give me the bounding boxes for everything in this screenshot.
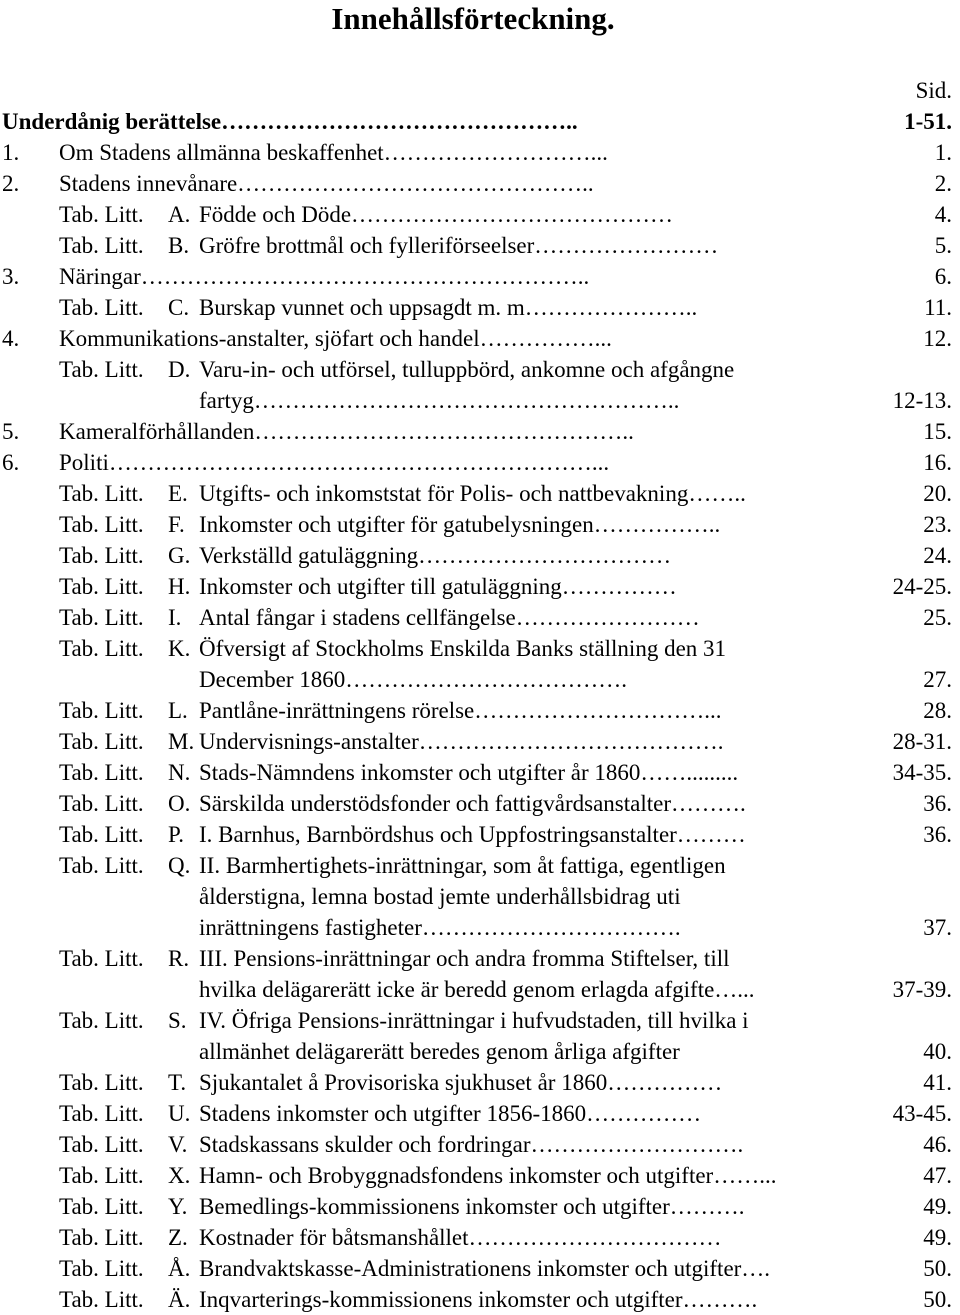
- entry-title: Särskilda understödsfonder och fattigvårdsanstalter……….: [199, 791, 746, 816]
- toc-line: [0, 261, 960, 292]
- table-prefix: Tab. Litt.: [59, 853, 144, 878]
- toc-line: [0, 478, 960, 509]
- entry-title: Stadens inkomster och utgifter 1856-1860……………: [199, 1101, 702, 1126]
- entry-title: Stadens innevånare………………………………………..: [59, 171, 594, 196]
- page-number: 34-35.: [892, 760, 952, 785]
- toc-entry: [0, 602, 960, 633]
- table-prefix: Tab. Litt.: [59, 1101, 144, 1126]
- table-prefix: Tab. Litt.: [59, 698, 144, 723]
- toc-entry: [0, 757, 960, 788]
- toc-line: [0, 850, 960, 881]
- entry-title: Gröfre brottmål och fylleriförseelser……………………: [199, 233, 719, 258]
- table-prefix: Tab. Litt.: [59, 512, 144, 537]
- table-prefix: Tab. Litt.: [59, 1163, 144, 1188]
- page-number: 36.: [923, 822, 952, 847]
- toc-entry: [0, 633, 960, 695]
- section-number: 6.: [2, 450, 20, 475]
- page-number: 49.: [923, 1225, 952, 1250]
- toc-entry: [0, 168, 960, 199]
- table-prefix: Tab. Litt.: [59, 1256, 144, 1281]
- toc-line: [0, 385, 960, 416]
- table-letter: R.: [168, 946, 190, 971]
- entry-title: allmänhet delägarerätt beredes genom årliga afgifter: [199, 1039, 680, 1064]
- page-number: 50.: [923, 1256, 952, 1281]
- entry-title: Varu-in- och utförsel, tulluppbörd, ankomne och afgångne: [199, 357, 735, 382]
- toc-line: [0, 1191, 960, 1222]
- table-letter: S.: [168, 1008, 187, 1033]
- page-number: 27.: [923, 667, 952, 692]
- table-prefix: Tab. Litt.: [59, 1287, 144, 1312]
- page-number: 23.: [923, 512, 952, 537]
- entry-title: Bemedlings-kommissionens inkomster och utgifter……….: [199, 1194, 745, 1219]
- entry-title: Undervisnings-anstalter………………………………….: [199, 729, 724, 754]
- entry-title: fartyg………………………………………………..: [199, 388, 680, 413]
- table-letter: D.: [168, 357, 191, 382]
- table-prefix: Tab. Litt.: [59, 233, 144, 258]
- table-letter: Q.: [168, 853, 191, 878]
- table-letter: H.: [168, 574, 191, 599]
- toc-line: [0, 912, 960, 943]
- table-letter: X.: [168, 1163, 191, 1188]
- section-number: 2.: [2, 171, 20, 196]
- toc-line: [0, 416, 960, 447]
- toc-line: [0, 695, 960, 726]
- table-prefix: Tab. Litt.: [59, 574, 144, 599]
- toc-line: [0, 633, 960, 664]
- entry-title: I. Barnhus, Barnbördshus och Uppfostringsanstalter………: [199, 822, 746, 847]
- toc-line: [0, 106, 960, 137]
- page-number: 24-25.: [892, 574, 952, 599]
- table-letter: Å.: [168, 1256, 191, 1281]
- toc-line: [0, 1160, 960, 1191]
- page-number: 41.: [923, 1070, 952, 1095]
- table-prefix: Tab. Litt.: [59, 295, 144, 320]
- entry-title: IV. Öfriga Pensions-inrättningar i hufvudstaden, till hvilka i: [199, 1008, 749, 1033]
- entry-title: hvilka delägarerätt icke är beredd genom erlagda afgifte…...: [199, 977, 755, 1002]
- toc-line: [0, 137, 960, 168]
- toc-entry: [0, 788, 960, 819]
- section-number: 1.: [2, 140, 20, 165]
- entry-title: ålderstigna, lemna bostad jemte underhållsbidrag uti: [199, 884, 681, 909]
- entry-title: Inkomster och utgifter till gatuläggning……………: [199, 574, 677, 599]
- table-letter: M.: [168, 729, 195, 754]
- toc-entry: [0, 1284, 960, 1315]
- table-prefix: Tab. Litt.: [59, 822, 144, 847]
- table-letter: Z.: [168, 1225, 188, 1250]
- toc-entry: [0, 1005, 960, 1067]
- toc-line: [0, 540, 960, 571]
- toc-entry: [0, 323, 960, 354]
- table-prefix: Tab. Litt.: [59, 946, 144, 971]
- toc-line: [0, 571, 960, 602]
- entry-title: Kostnader för båtsmanshållet……………………………: [199, 1225, 722, 1250]
- page-number: 36.: [923, 791, 952, 816]
- table-letter: V.: [168, 1132, 188, 1157]
- page-number: 37-39.: [892, 977, 952, 1002]
- table-prefix: Tab. Litt.: [59, 729, 144, 754]
- page-number: 12.: [923, 326, 952, 351]
- toc-entry: [0, 1222, 960, 1253]
- toc-entry: [0, 354, 960, 416]
- toc-line: [0, 447, 960, 478]
- toc-entry: [0, 571, 960, 602]
- page-number: 5.: [934, 233, 952, 258]
- page-title: Innehållsförteckning.: [331, 1, 615, 36]
- page-number: 28.: [923, 698, 952, 723]
- entry-title: Öfversigt af Stockholms Enskilda Banks ställning den 31: [199, 636, 727, 661]
- toc-entry: [0, 292, 960, 323]
- toc-entry: [0, 261, 960, 292]
- toc-entry: [0, 199, 960, 230]
- table-prefix: Tab. Litt.: [59, 357, 144, 382]
- toc-line: [0, 1129, 960, 1160]
- table-prefix: Tab. Litt.: [59, 1194, 144, 1219]
- table-prefix: Tab. Litt.: [59, 760, 144, 785]
- table-letter: Ä.: [168, 1287, 191, 1312]
- table-letter: K.: [168, 636, 191, 661]
- toc-line: [0, 323, 960, 354]
- page-number: 15.: [923, 419, 952, 444]
- toc-line: [0, 974, 960, 1005]
- toc-line: [0, 943, 960, 974]
- entry-title: Inkomster och utgifter för gatubelysningen……………..: [199, 512, 721, 537]
- page-column-header: Sid.: [915, 78, 952, 103]
- toc-line: [0, 292, 960, 323]
- page-number: 43-45.: [892, 1101, 952, 1126]
- toc-entry: [0, 509, 960, 540]
- entry-title: Underdånig berättelse………………………………………..: [2, 109, 578, 134]
- page-number: 25.: [923, 605, 952, 630]
- table-letter: I.: [168, 605, 182, 630]
- toc-line: [0, 1036, 960, 1067]
- entry-title: Antal fångar i stadens cellfängelse……………………: [199, 605, 700, 630]
- entry-title: Sjukantalet å Provisoriska sjukhuset år 1860……………: [199, 1070, 723, 1095]
- toc-entry: [0, 1160, 960, 1191]
- table-prefix: Tab. Litt.: [59, 543, 144, 568]
- entry-title: Burskap vunnet och uppsagdt m. m…………………..: [199, 295, 698, 320]
- page-number: 49.: [923, 1194, 952, 1219]
- section-number: 3.: [2, 264, 20, 289]
- table-letter: A.: [168, 202, 191, 227]
- toc-entry: [0, 137, 960, 168]
- page-number: 37.: [923, 915, 952, 940]
- table-letter: L.: [168, 698, 188, 723]
- page-number: 4.: [934, 202, 952, 227]
- toc-entry: [0, 416, 960, 447]
- table-prefix: Tab. Litt.: [59, 791, 144, 816]
- table-prefix: Tab. Litt.: [59, 636, 144, 661]
- toc-entry: [0, 1191, 960, 1222]
- table-letter: N.: [168, 760, 191, 785]
- entry-title: Stadskassans skulder och fordringar……………………….: [199, 1132, 744, 1157]
- entry-title: Brandvaktskasse-Administrationens inkomster och utgifter….: [199, 1256, 771, 1281]
- toc-line: [0, 1098, 960, 1129]
- entry-title: Näringar…………………………………………………..: [59, 264, 590, 289]
- table-prefix: Tab. Litt.: [59, 1070, 144, 1095]
- table-letter: P.: [168, 822, 184, 847]
- entry-title: III. Pensions-inrättningar och andra fromma Stiftelser, till: [199, 946, 730, 971]
- toc-line: [0, 199, 960, 230]
- toc-line: [0, 1253, 960, 1284]
- toc-line: [0, 230, 960, 261]
- page-number: 24.: [923, 543, 952, 568]
- entry-title: Hamn- och Brobyggnadsfondens inkomster och utgifter……...: [199, 1163, 777, 1188]
- toc-line: [0, 1222, 960, 1253]
- toc-line: [0, 168, 960, 199]
- toc-entry: [0, 478, 960, 509]
- table-letter: B.: [168, 233, 190, 258]
- entry-title: Kommunikations-anstalter, sjöfart och handel……………...: [59, 326, 612, 351]
- table-prefix: Tab. Litt.: [59, 481, 144, 506]
- entry-title: Stads-Nämndens inkomster och utgifter år 1860…….........: [199, 760, 739, 785]
- toc-entry: [0, 447, 960, 478]
- page-number: 47.: [923, 1163, 952, 1188]
- toc-line: [0, 1005, 960, 1036]
- page-number: 20.: [923, 481, 952, 506]
- section-number: 4.: [2, 326, 20, 351]
- page-number: 16.: [923, 450, 952, 475]
- table-letter: Y.: [168, 1194, 188, 1219]
- toc-entry: [0, 1129, 960, 1160]
- entry-title: Om Stadens allmänna beskaffenhet………………………...: [59, 140, 608, 165]
- toc-line: [0, 602, 960, 633]
- toc-entry: [0, 540, 960, 571]
- entry-title: Verkställd gatuläggning……………………………: [199, 543, 672, 568]
- toc-entry: [0, 819, 960, 850]
- entry-title: inrättningens fastigheter…………………………….: [199, 915, 681, 940]
- toc-entry: [0, 1067, 960, 1098]
- table-letter: T.: [168, 1070, 187, 1095]
- entry-title: Födde och Döde……………………………………: [199, 202, 674, 227]
- page-number: 6.: [934, 264, 952, 289]
- entry-title: II. Barmhertighets-inrättningar, som åt fattiga, egentligen: [199, 853, 726, 878]
- table-letter: F.: [168, 512, 185, 537]
- toc-entry: [0, 943, 960, 1005]
- table-prefix: Tab. Litt.: [59, 202, 144, 227]
- toc-entry: [0, 106, 960, 137]
- section-number: 5.: [2, 419, 20, 444]
- entry-title: Inqvarterings-kommissionens inkomster och utgifter……….: [199, 1287, 758, 1312]
- toc-line: [0, 1067, 960, 1098]
- page-number: 2.: [934, 171, 952, 196]
- table-prefix: Tab. Litt.: [59, 1008, 144, 1033]
- page-number: 28-31.: [892, 729, 952, 754]
- page-number: 1-51.: [904, 109, 952, 134]
- table-letter: C.: [168, 295, 190, 320]
- table-letter: G.: [168, 543, 191, 568]
- entry-title: Utgifts- och inkomststat för Polis- och nattbevakning……..: [199, 481, 746, 506]
- page-number: 46.: [923, 1132, 952, 1157]
- toc-line: [0, 509, 960, 540]
- page-number: 1.: [934, 140, 952, 165]
- toc-entry: [0, 230, 960, 261]
- table-prefix: Tab. Litt.: [59, 605, 144, 630]
- toc-entry: [0, 850, 960, 943]
- page-number: 50.: [923, 1287, 952, 1312]
- entry-title: December 1860……………………………….: [199, 667, 627, 692]
- table-letter: U.: [168, 1101, 191, 1126]
- table-letter: E.: [168, 481, 188, 506]
- toc-line: [0, 819, 960, 850]
- toc-line: [0, 664, 960, 695]
- toc-line: [0, 354, 960, 385]
- page-number: 11.: [924, 295, 952, 320]
- table-letter: O.: [168, 791, 191, 816]
- page-number: 40.: [923, 1039, 952, 1064]
- page-number: 12-13.: [892, 388, 952, 413]
- entry-title: Pantlåne-inrättningens rörelse…………………………...: [199, 698, 722, 723]
- table-prefix: Tab. Litt.: [59, 1132, 144, 1157]
- toc-line: [0, 757, 960, 788]
- toc-line: [0, 881, 960, 912]
- toc-entry: [0, 726, 960, 757]
- toc-entry: [0, 1253, 960, 1284]
- entry-title: Politi………………………………………………………...: [59, 450, 610, 475]
- toc-entry: [0, 695, 960, 726]
- toc-entry: [0, 1098, 960, 1129]
- toc-line: [0, 1284, 960, 1315]
- toc-line: [0, 726, 960, 757]
- entry-title: Kameralförhållanden…………………………………………..: [59, 419, 634, 444]
- table-of-contents: [0, 106, 960, 1315]
- table-prefix: Tab. Litt.: [59, 1225, 144, 1250]
- toc-line: [0, 788, 960, 819]
